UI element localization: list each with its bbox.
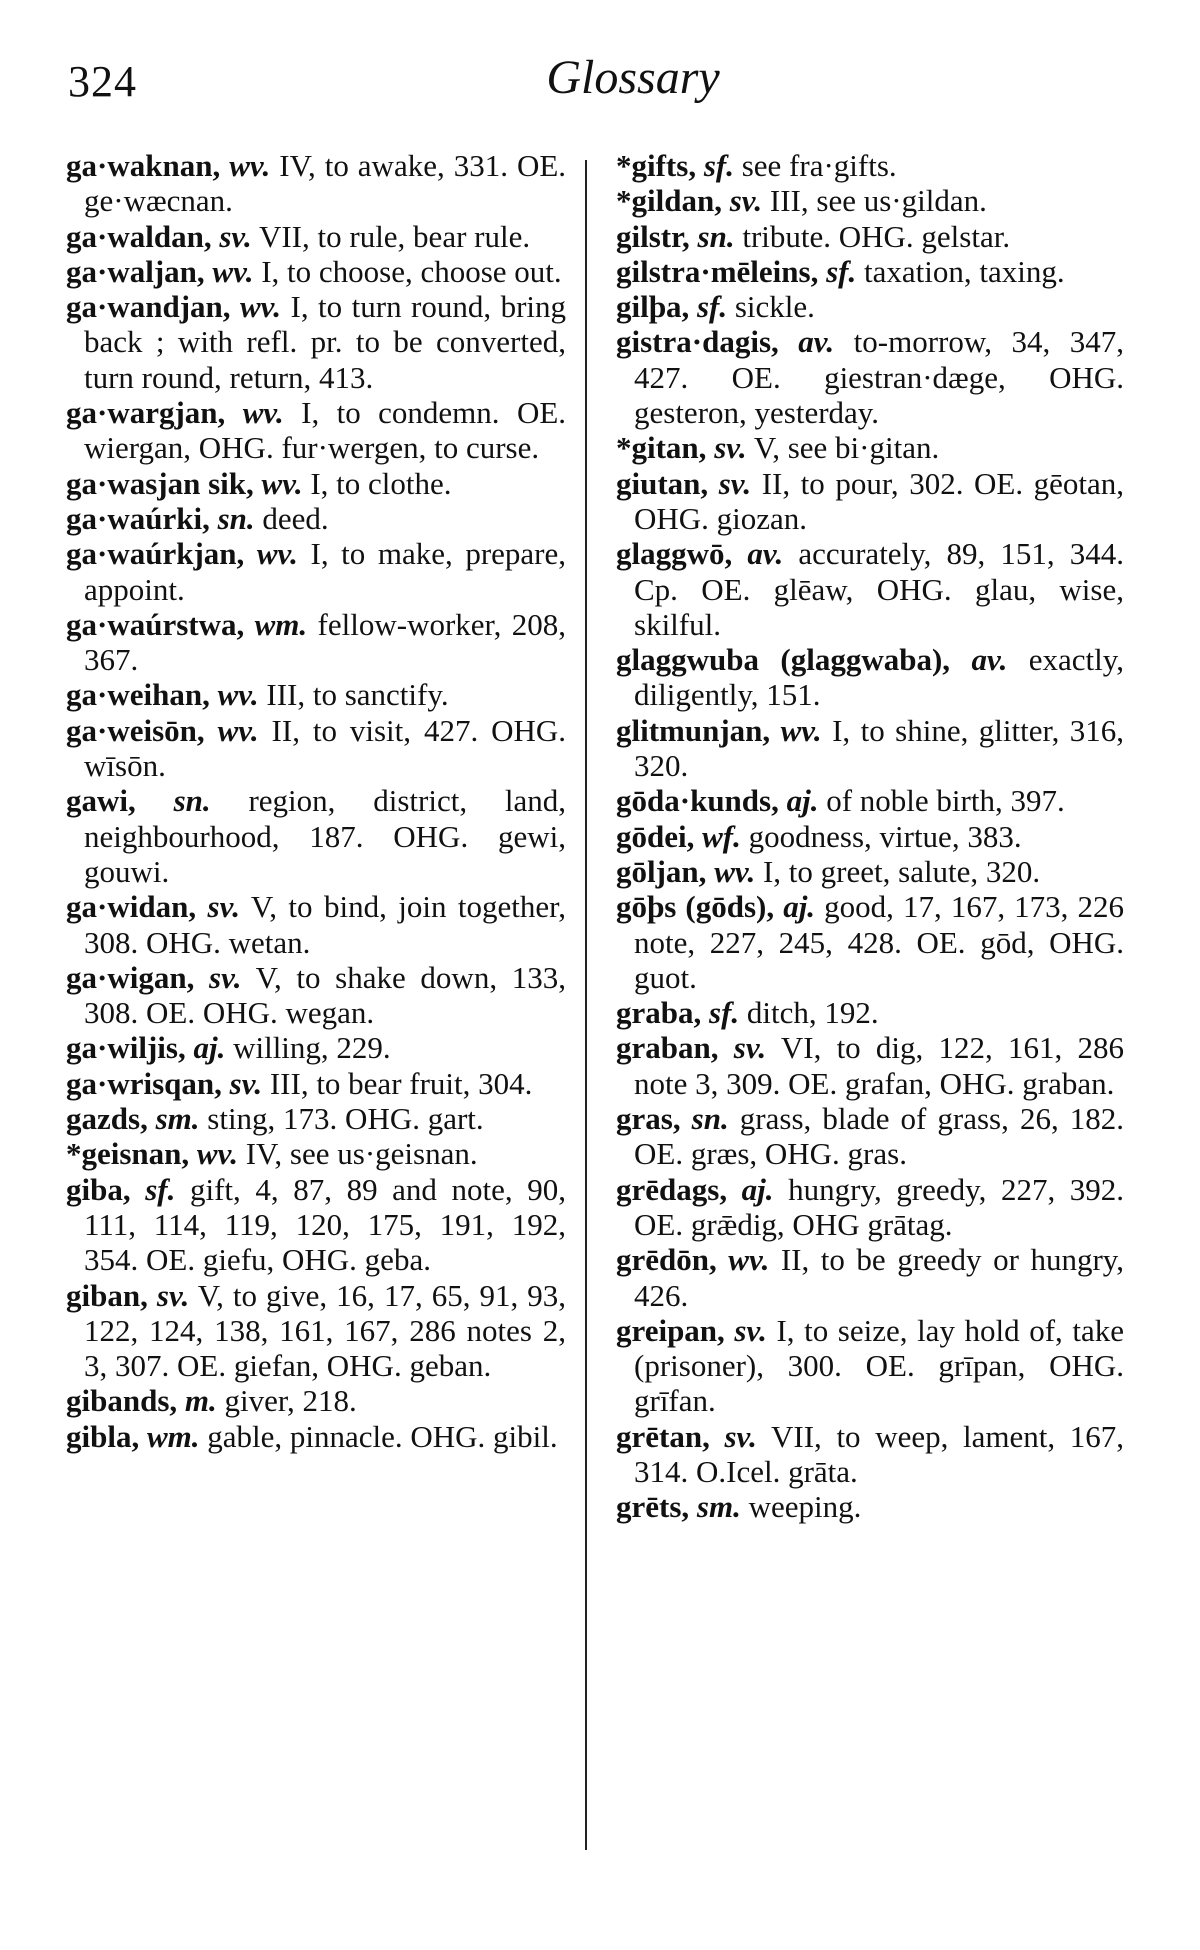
entry-grammar: wv. bbox=[240, 289, 282, 325]
entry-definition: I, to seize, lay hold of, take (prisoner), 300. OE. grīpan, OHG. grīfan. bbox=[634, 1312, 1125, 1419]
glossary-entry bbox=[616, 289, 1124, 324]
entry-definition: sickle. bbox=[734, 289, 815, 325]
entry-grammar: aj. bbox=[786, 783, 819, 819]
entry-grammar: sn. bbox=[173, 783, 211, 819]
entry-definition: deed. bbox=[262, 500, 329, 536]
entry-headword: ga·waljan, bbox=[66, 253, 205, 289]
entry-definition: V, to shake down, 133, 308. OE. OHG. wegan. bbox=[84, 959, 566, 1031]
entry-definition: IV, see us·geisnan. bbox=[245, 1136, 478, 1172]
glossary-entry bbox=[616, 1489, 1124, 1524]
glossary-entry bbox=[616, 995, 1124, 1030]
entry-headword: *geisnan, bbox=[66, 1136, 190, 1172]
glossary-entry bbox=[616, 1313, 1124, 1419]
glossary-entry bbox=[66, 677, 566, 712]
glossary-entry bbox=[66, 1419, 566, 1454]
glossary-entry bbox=[616, 713, 1124, 784]
glossary-entry bbox=[616, 430, 1124, 465]
entry-grammar: wv. bbox=[261, 465, 303, 501]
entry-definition: V, to give, 16, 17, 65, 91, 93, 122, 124, 138, 161, 167, 286 notes 2, 3, 307. OE. giefan, OHG. geban. bbox=[84, 1277, 566, 1384]
entry-definition: willing, 229. bbox=[233, 1030, 391, 1066]
column-divider bbox=[585, 160, 587, 1850]
entry-definition: fellow-worker, 208, 367. bbox=[84, 606, 566, 678]
entry-grammar: av. bbox=[747, 536, 784, 572]
entry-definition: goodness, virtue, 383. bbox=[748, 818, 1022, 854]
glossary-entry bbox=[616, 1101, 1124, 1172]
glossary-entry bbox=[66, 1101, 566, 1136]
entry-grammar: wm. bbox=[146, 1418, 200, 1454]
entry-headword: gōdei, bbox=[616, 818, 695, 854]
glossary-entry bbox=[66, 148, 566, 219]
glossary-entry bbox=[66, 254, 566, 289]
entry-headword: ga·waúrkjan, bbox=[66, 536, 245, 572]
entry-definition: III, to sanctify. bbox=[266, 677, 449, 713]
entry-definition: to-morrow, 34, 347, 427. OE. giestran·dæge, OHG. gesteron, yesterday. bbox=[634, 324, 1124, 431]
entry-grammar: m. bbox=[184, 1383, 217, 1419]
entry-grammar: sm. bbox=[155, 1101, 200, 1137]
entry-headword: giban, bbox=[66, 1277, 148, 1313]
glossary-entry bbox=[66, 1136, 566, 1171]
entry-grammar: sv. bbox=[229, 1065, 263, 1101]
glossary-entry bbox=[66, 466, 566, 501]
entry-grammar: sn. bbox=[217, 500, 255, 536]
entry-headword: ga·waldan, bbox=[66, 218, 212, 254]
entry-headword: gibla, bbox=[66, 1418, 140, 1454]
glossary-entry bbox=[616, 854, 1124, 889]
glossary-entry bbox=[616, 1030, 1124, 1101]
glossary-entry bbox=[616, 466, 1124, 537]
glossary-entry bbox=[616, 254, 1124, 289]
entry-definition: region, district, land, neighbourhood, 187. OHG. gewi, gouwi. bbox=[84, 783, 567, 889]
entry-definition: I, to choose, choose out. bbox=[261, 253, 562, 289]
entry-definition: see fra·gifts. bbox=[741, 148, 897, 183]
entry-headword: graba, bbox=[616, 995, 702, 1031]
entry-headword: grēdags, bbox=[616, 1171, 728, 1207]
entry-headword: gilstra·mēleins, bbox=[616, 253, 819, 289]
entry-headword: glitmunjan, bbox=[616, 712, 771, 748]
entry-grammar: wm. bbox=[254, 606, 308, 642]
glossary-entry bbox=[66, 536, 566, 607]
entry-definition: good, 17, 167, 173, 226 note, 227, 245, 428. OE. gōd, OHG. guot. bbox=[634, 889, 1125, 995]
glossary-entry bbox=[616, 324, 1124, 430]
entry-grammar: wv. bbox=[242, 395, 284, 431]
glossary-entry bbox=[66, 607, 566, 678]
entry-headword: gilþa, bbox=[616, 289, 690, 325]
entry-headword: ga·waknan, bbox=[66, 148, 221, 183]
entry-grammar: wv. bbox=[217, 677, 259, 713]
entry-headword: gilstr, bbox=[616, 218, 690, 254]
entry-headword: ga·waúrki, bbox=[66, 500, 210, 536]
glossary-entry bbox=[616, 1172, 1124, 1243]
right-column bbox=[616, 148, 1124, 1525]
entry-headword: grēts, bbox=[616, 1489, 690, 1525]
entry-definition: III, to bear fruit, 304. bbox=[269, 1065, 533, 1101]
entry-grammar: sf. bbox=[703, 148, 734, 183]
entry-definition: gable, pinnacle. OHG. gibil. bbox=[207, 1418, 558, 1454]
glossary-entry bbox=[66, 960, 566, 1031]
entry-grammar: sf. bbox=[709, 995, 740, 1031]
entry-grammar: wf. bbox=[702, 818, 741, 854]
entry-grammar: aj. bbox=[193, 1030, 226, 1066]
glossary-entry bbox=[616, 1419, 1124, 1490]
entry-definition: weeping. bbox=[748, 1489, 862, 1525]
glossary-entry bbox=[616, 819, 1124, 854]
entry-grammar: wv. bbox=[780, 712, 822, 748]
entry-grammar: aj. bbox=[783, 889, 816, 925]
entry-definition: I, to turn round, bring back ; with refl. pr. to be converted, turn round, return, 413. bbox=[84, 289, 567, 395]
entry-grammar: sv. bbox=[724, 1418, 757, 1454]
glossary-entry bbox=[616, 148, 1124, 183]
entry-definition: I, to condemn. OE. wiergan, OHG. fur·wergen, to curse. bbox=[84, 395, 567, 466]
entry-headword: ga·wrisqan, bbox=[66, 1065, 222, 1101]
glossary-entry bbox=[616, 219, 1124, 254]
entry-definition: taxation, taxing. bbox=[863, 253, 1065, 289]
entry-headword: grēdōn, bbox=[616, 1242, 717, 1278]
entry-headword: gistra·dagis, bbox=[616, 324, 779, 360]
entry-headword: graban, bbox=[616, 1030, 719, 1066]
entry-headword: ga·wandjan, bbox=[66, 289, 231, 325]
entry-grammar: sn. bbox=[691, 1101, 729, 1137]
entry-definition: III, see us·gildan. bbox=[769, 183, 987, 219]
running-title: Glossary bbox=[546, 51, 720, 104]
entry-headword: giba, bbox=[66, 1171, 131, 1207]
entry-headword: *gitan, bbox=[616, 430, 707, 466]
glossary-entry bbox=[616, 536, 1124, 642]
glossary-entry bbox=[66, 889, 566, 960]
entry-grammar: sm. bbox=[696, 1489, 741, 1525]
entry-headword: gibands, bbox=[66, 1383, 178, 1419]
entry-headword: gawi, bbox=[66, 783, 136, 819]
entry-grammar: sv. bbox=[734, 1312, 767, 1348]
entry-definition: grass, blade of grass, 26, 182. OE. græs, OHG. gras. bbox=[634, 1101, 1125, 1172]
entry-definition: VII, to weep, lament, 167, 314. O.Icel. grāta. bbox=[634, 1418, 1124, 1489]
page-number: 324 bbox=[68, 57, 137, 106]
glossary-entry bbox=[66, 501, 566, 536]
entry-headword: ga·weisōn, bbox=[66, 712, 205, 748]
entry-headword: ga·wasjan sik, bbox=[66, 465, 254, 501]
glossary-entry bbox=[616, 642, 1124, 713]
entry-headword: glaggwō, bbox=[616, 536, 733, 572]
entry-grammar: sv. bbox=[729, 183, 763, 219]
entry-definition: exactly, diligently, 151. bbox=[634, 642, 1124, 713]
entry-headword: ga·wigan, bbox=[66, 959, 195, 995]
entry-grammar: sf. bbox=[826, 253, 857, 289]
glossary-entry bbox=[66, 1278, 566, 1384]
entry-definition: VII, to rule, bear rule. bbox=[258, 218, 531, 254]
entry-headword: gōda·kunds, bbox=[616, 783, 779, 819]
entry-definition: accurately, 89, 151, 344. Cp. OE. glēaw, OHG. glau, wise, skilful. bbox=[634, 536, 1124, 642]
glossary-entry bbox=[616, 183, 1124, 218]
glossary-entry bbox=[66, 395, 566, 466]
entry-definition: hungry, greedy, 227, 392. OE. grǣdig, OHG grātag. bbox=[634, 1171, 1125, 1242]
glossary-entry bbox=[66, 713, 566, 784]
glossary-entry bbox=[616, 783, 1124, 818]
glossary-entry bbox=[616, 1242, 1124, 1313]
entry-definition: V, to bind, join together, 308. OHG. wetan. bbox=[84, 889, 566, 960]
entry-grammar: sf. bbox=[696, 289, 728, 325]
glossary-entry bbox=[66, 289, 566, 395]
entry-headword: ga·wargjan, bbox=[66, 395, 226, 431]
entry-definition: II, to visit, 427. OHG. wīsōn. bbox=[84, 712, 567, 784]
page-header bbox=[68, 50, 1138, 120]
entry-definition: I, to greet, salute, 320. bbox=[762, 853, 1041, 889]
entry-headword: ga·weihan, bbox=[66, 677, 210, 713]
entry-definition: IV, to awake, 331. OE. ge·wæcnan. bbox=[84, 148, 567, 219]
entry-headword: greipan, bbox=[616, 1312, 725, 1348]
entry-definition: tribute. OHG. gelstar. bbox=[742, 218, 1011, 254]
entry-grammar: wv. bbox=[212, 253, 254, 289]
entry-grammar: sf. bbox=[145, 1171, 176, 1207]
entry-definition: II, to pour, 302. OE. gēotan, OHG. giozan. bbox=[634, 465, 1125, 536]
glossary-entry bbox=[66, 1172, 566, 1278]
glossary-entry bbox=[66, 1030, 566, 1065]
entry-grammar: sv. bbox=[219, 218, 252, 254]
entry-grammar: sn. bbox=[697, 218, 735, 254]
entry-definition: I, to make, prepare, appoint. bbox=[84, 536, 567, 607]
entry-headword: *gifts, bbox=[616, 148, 697, 183]
entry-grammar: wv. bbox=[196, 1136, 238, 1172]
entry-definition: gift, 4, 87, 89 and note, 90, 111, 114, 119, 120, 175, 191, 192, 354. OE. giefu, OHG. geba. bbox=[84, 1171, 567, 1278]
glossary-entry bbox=[66, 783, 566, 889]
entry-definition: V, see bi·gitan. bbox=[753, 430, 940, 466]
entry-headword: giutan, bbox=[616, 465, 709, 501]
entry-grammar: sv. bbox=[207, 889, 240, 925]
entry-definition: II, to be greedy or hungry, 426. bbox=[634, 1242, 1124, 1313]
glossary-entry bbox=[66, 1383, 566, 1418]
entry-headword: ga·widan, bbox=[66, 889, 197, 925]
entry-headword: *gildan, bbox=[616, 183, 722, 219]
entry-definition: VI, to dig, 122, 161, 286 note 3, 309. OE. grafan, OHG. graban. bbox=[634, 1030, 1125, 1101]
entry-headword: ga·waúrstwa, bbox=[66, 606, 245, 642]
entry-grammar: sv. bbox=[209, 959, 242, 995]
entry-grammar: av. bbox=[971, 642, 1008, 678]
entry-headword: gōþs (gōds), bbox=[616, 889, 775, 925]
entry-definition: I, to clothe. bbox=[310, 465, 452, 501]
entry-definition: of noble birth, 397. bbox=[826, 783, 1065, 819]
left-column bbox=[66, 148, 566, 1454]
entry-definition: sting, 173. OHG. gart. bbox=[207, 1101, 484, 1137]
entry-definition: I, to shine, glitter, 316, 320. bbox=[634, 712, 1124, 784]
entry-headword: grētan, bbox=[616, 1418, 710, 1454]
entry-grammar: wv. bbox=[217, 712, 259, 748]
entry-grammar: wv. bbox=[714, 853, 756, 889]
entry-headword: gras, bbox=[616, 1101, 681, 1137]
entry-headword: ga·wiljis, bbox=[66, 1030, 186, 1066]
entry-grammar: aj. bbox=[741, 1171, 774, 1207]
entry-grammar: wv. bbox=[728, 1242, 770, 1278]
entry-definition: giver, 218. bbox=[224, 1383, 357, 1419]
entry-grammar: sv. bbox=[714, 430, 747, 466]
glossary-entry bbox=[66, 219, 566, 254]
glossary-entry bbox=[616, 889, 1124, 995]
entry-headword: gazds, bbox=[66, 1101, 148, 1137]
entry-grammar: sv. bbox=[718, 465, 752, 501]
entry-grammar: wv. bbox=[256, 536, 298, 572]
entry-definition: ditch, 192. bbox=[746, 995, 879, 1031]
glossary-entry bbox=[66, 1066, 566, 1101]
entry-grammar: av. bbox=[798, 324, 835, 360]
entry-grammar: sv. bbox=[156, 1277, 190, 1313]
entry-headword: glaggwuba (glaggwaba), bbox=[616, 642, 951, 678]
entry-grammar: sv. bbox=[733, 1030, 767, 1066]
entry-grammar: wv. bbox=[229, 148, 271, 183]
entry-headword: gōljan, bbox=[616, 853, 707, 889]
